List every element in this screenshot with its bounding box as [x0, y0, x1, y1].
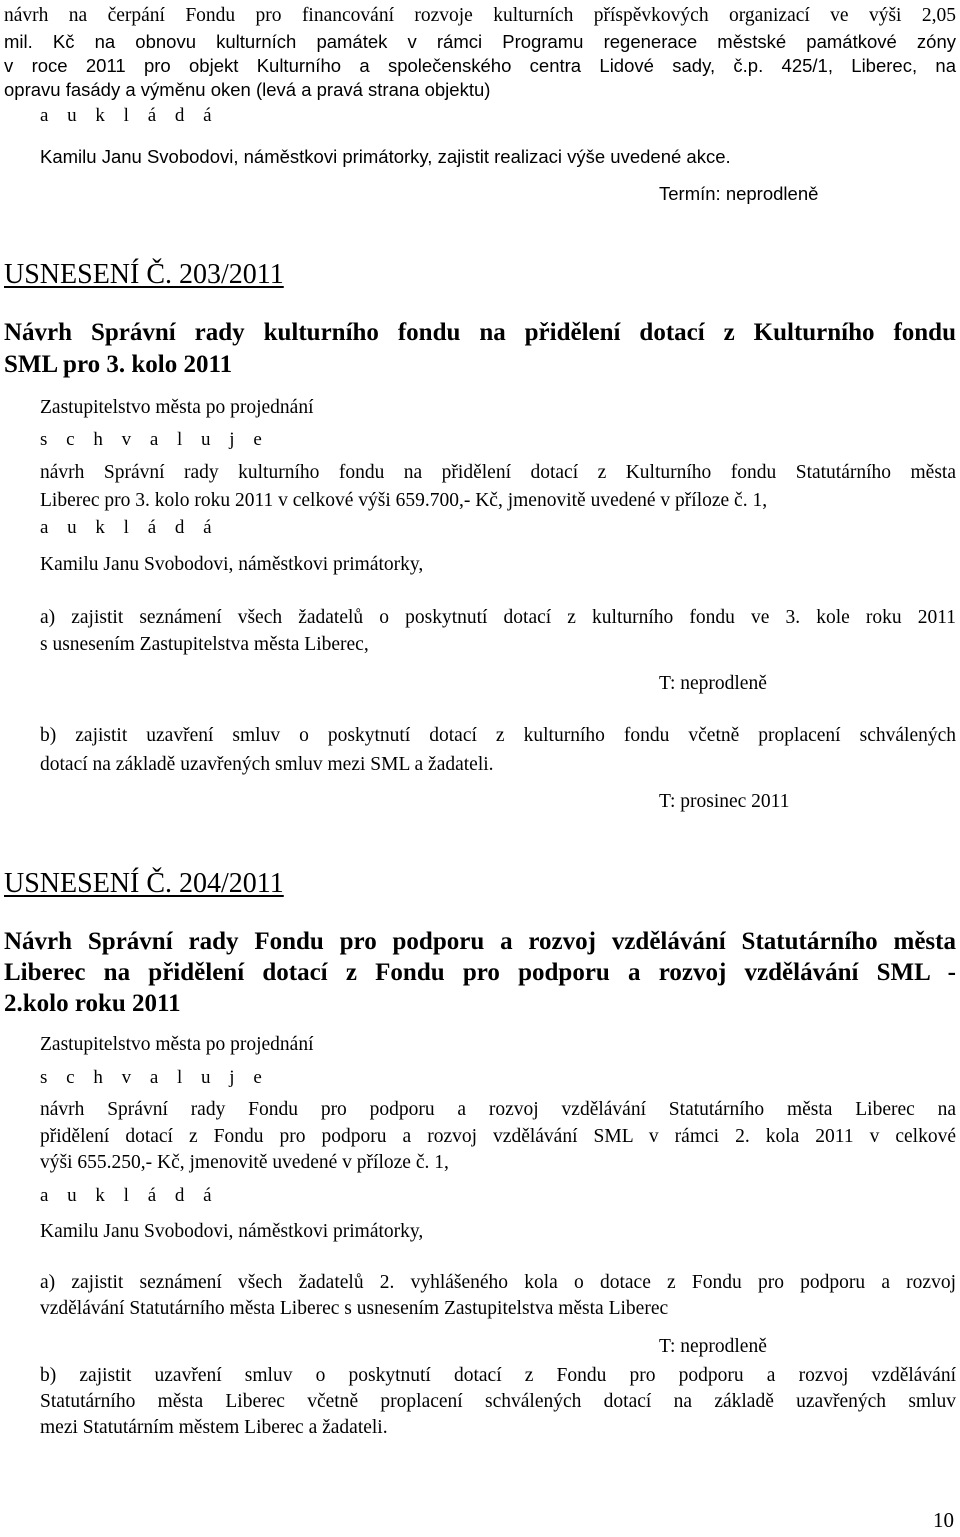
- resolution-203-title-line-2: SML pro 3. kolo 2011: [4, 351, 233, 378]
- resolution-203-approves: s c h v a l u j e: [40, 429, 269, 450]
- resolution-203-heading: USNESENÍ Č. 203/2011: [4, 259, 284, 290]
- resolution-203-item-b-line-2: dotací na základě uzavřených smluv mezi SML a žadateli.: [40, 754, 494, 775]
- resolution-204-body-line-1: návrh Správní rady Fondu pro podporu a rozvoj vzdělávání Statutárního města Liberec na: [40, 1099, 956, 1120]
- intro-deadline: Termín: neprodleně: [659, 183, 819, 204]
- intro-ukladal: a u k l á d á: [40, 105, 219, 126]
- resolution-204-title-line-1: Návrh Správní rady Fondu pro podporu a rozvoj vzdělávání Statutárního města: [4, 928, 956, 955]
- resolution-203-item-b-line-1: b) zajistit uzavření smluv o poskytnutí dotací z kulturního fondu včetně proplacení schválených: [40, 725, 956, 746]
- resolution-204-title-line-3: 2.kolo roku 2011: [4, 990, 181, 1017]
- resolution-203-body-line-1: návrh Správní rady kulturního fondu na přidělení dotací z Kulturního fondu Statutárního města: [40, 462, 956, 483]
- resolution-204-heading: USNESENÍ Č. 204/2011: [4, 868, 284, 899]
- resolution-204-item-b-line-2: Statutárního města Liberec včetně proplacení schválených dotací na základě uzavřených smluv: [40, 1391, 956, 1412]
- resolution-204-ukladal: a u k l á d á: [40, 1185, 219, 1206]
- resolution-204-item-b-line-3: mezi Statutárním městem Liberec a žadateli.: [40, 1417, 388, 1438]
- resolution-204-item-a-line-1: a) zajistit seznámení všech žadatelů 2. vyhlášeného kola o dotace z Fondu pro podporu a rozvoj: [40, 1272, 956, 1293]
- resolution-203-body-line-2: Liberec pro 3. kolo roku 2011 v celkové výši 659.700,- Kč, jmenovitě uvedené v příloze č. 1,: [40, 490, 768, 511]
- resolution-203-title-line-1: Návrh Správní rady kulturního fondu na přidělení dotací z Kulturního fondu: [4, 319, 956, 346]
- resolution-204-council: Zastupitelstvo města po projednání: [40, 1034, 314, 1055]
- resolution-204-assignee: Kamilu Janu Svobodovi, náměstkovi primátorky,: [40, 1221, 424, 1242]
- resolution-204-title-line-2: Liberec na přidělení dotací z Fondu pro podporu a rozvoj vzdělávání SML -: [4, 959, 956, 986]
- resolution-204-item-b-line-1: b) zajistit uzavření smluv o poskytnutí dotací z Fondu pro podporu a rozvoj vzdělávání: [40, 1365, 956, 1386]
- intro-line-1: návrh na čerpání Fondu pro financování rozvoje kulturních příspěvkových organizací ve výši 2,05: [4, 5, 956, 26]
- page-number: 10: [933, 1508, 954, 1532]
- resolution-203-item-a-line-2: s usnesením Zastupitelstva města Liberec,: [40, 634, 369, 655]
- intro-assignee: Kamilu Janu Svobodovi, náměstkovi primátorky, zajistit realizaci výše uvedené akce.: [40, 146, 731, 167]
- resolution-203-assignee: Kamilu Janu Svobodovi, náměstkovi primátorky,: [40, 554, 424, 575]
- intro-line-3: v roce 2011 pro objekt Kulturního a společenského centra Lidové sady, č.p. 425/1, Liberec, na: [4, 55, 956, 76]
- intro-line-2: mil. Kč na obnovu kulturních památek v rámci Programu regenerace městské památkové zóny: [4, 31, 956, 52]
- resolution-203-item-a-line-1: a) zajistit seznámení všech žadatelů o poskytnutí dotací z kulturního fondu ve 3. kole roku 2011: [40, 607, 956, 628]
- resolution-204-body-line-3: výši 655.250,- Kč, jmenovitě uvedené v příloze č. 1,: [40, 1152, 449, 1173]
- intro-line-4: opravu fasády a výměnu oken (levá a pravá strana objektu): [4, 79, 491, 100]
- resolution-203-council: Zastupitelstvo města po projednání: [40, 397, 314, 418]
- resolution-204-body-line-2: přidělení dotací z Fondu pro podporu a rozvoj vzdělávání SML v rámci 2. kola 2011 v celkové: [40, 1126, 956, 1147]
- resolution-204-item-a-line-2: vzdělávání Statutárního města Liberec s usnesením Zastupitelstva města Liberec: [40, 1298, 669, 1319]
- resolution-203-ukladal: a u k l á d á: [40, 517, 219, 538]
- resolution-204-approves: s c h v a l u j e: [40, 1067, 269, 1088]
- resolution-204-item-a-deadline: T: neprodleně: [659, 1336, 767, 1357]
- resolution-203-item-a-deadline: T: neprodleně: [659, 673, 767, 694]
- resolution-203-item-b-deadline: T: prosinec 2011: [659, 791, 790, 812]
